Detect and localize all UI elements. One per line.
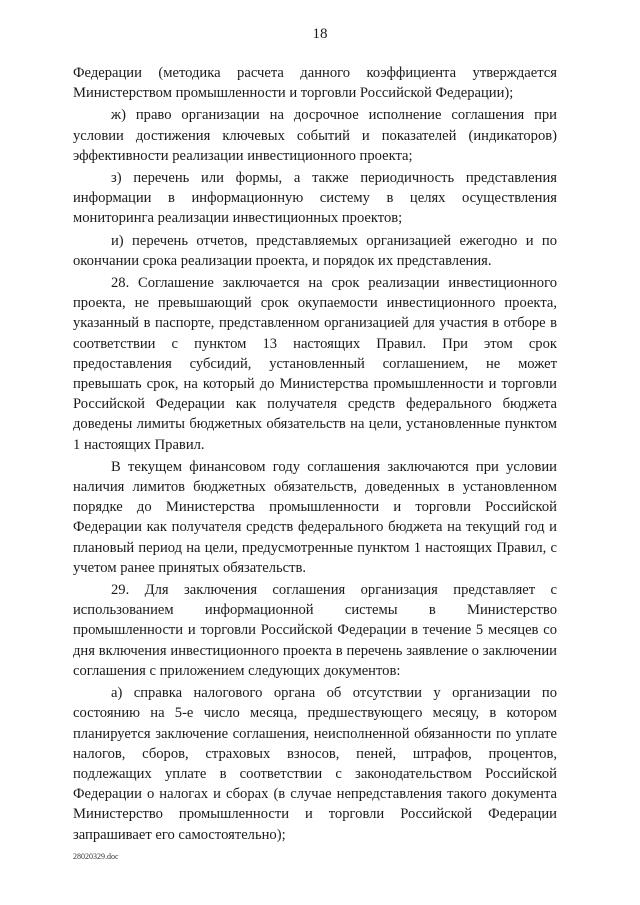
document-body <box>73 63 557 845</box>
paragraph-clause-28: 28. Соглашение заключается на срок реализации инвестиционного проекта, не превышающий срок окупаемости инвестиционного проекта, указанный в паспорте, представленном организацией для участия в отборе в соответствии с пунктом 13 настоящих Правил. При этом срок предоставления субсидий, установленный соглашением, не может превышать срок, на который до Министерства промышленности и торговли Российской Федерации как получателя средств федерального бюджета доведены лимиты бюджетных обязательств на цели, установленные пунктом 1 настоящих Правил. <box>73 275 557 453</box>
paragraph-item-i: и) перечень отчетов, представляемых организацией ежегодно и по окончании срока реализации проекта, и порядок их представления. <box>73 232 557 269</box>
paragraph-current-year: В текущем финансовом году соглашения заключаются при условии наличия лимитов бюджетных обязательств, доведенных в установленном порядке до Министерства промышленности и торговли Российской Федерации как получателя средств федерального бюджета на текущий год и плановый период на цели, предусмотренные пунктом 1 настоящих Правил, с учетом ранее принятых обязательств. <box>73 458 557 576</box>
paragraph-item-zh: ж) право организации на досрочное исполнение соглашения при условии достижения ключевых событий и показателей (индикаторов) эффективности реализации инвестиционного проекта; <box>73 107 557 164</box>
paragraph-continuation: Федерации (методика расчета данного коэффициента утверждается Министерством промышленности и торговли Российской Федерации); <box>73 65 557 102</box>
page-number: 18 <box>312 26 328 42</box>
paragraph-item-a: а) справка налогового органа об отсутствии у организации по состоянию на 5-е число месяца, предшествующего месяцу, в котором планируется заключение соглашения, неисполненной обязанности по уплате налогов, сборов, страховых взносов, пеней, штрафов, процентов, подлежащих уплате в соответствии с законодательством Российской Федерации о налогах и сборах (в случае непредставления такого документа Министерство промышленности и торговли Российской Федерации запрашивает его самостоятельно); <box>73 685 557 843</box>
paragraph-clause-29: 29. Для заключения соглашения организация представляет с использованием информационной системы в Министерство промышленности и торговли Российской Федерации в течение 5 месяцев со дня включения инвестиционного проекта в перечень заявление о заключении соглашения с приложением следующих документов: <box>73 582 557 679</box>
paragraph-item-z: з) перечень или формы, а также периодичность представления информации в информационную систему в целях осуществления мониторинга реализации инвестиционных проектов; <box>73 170 557 227</box>
file-name-footer: 28020329.doc <box>73 852 119 861</box>
